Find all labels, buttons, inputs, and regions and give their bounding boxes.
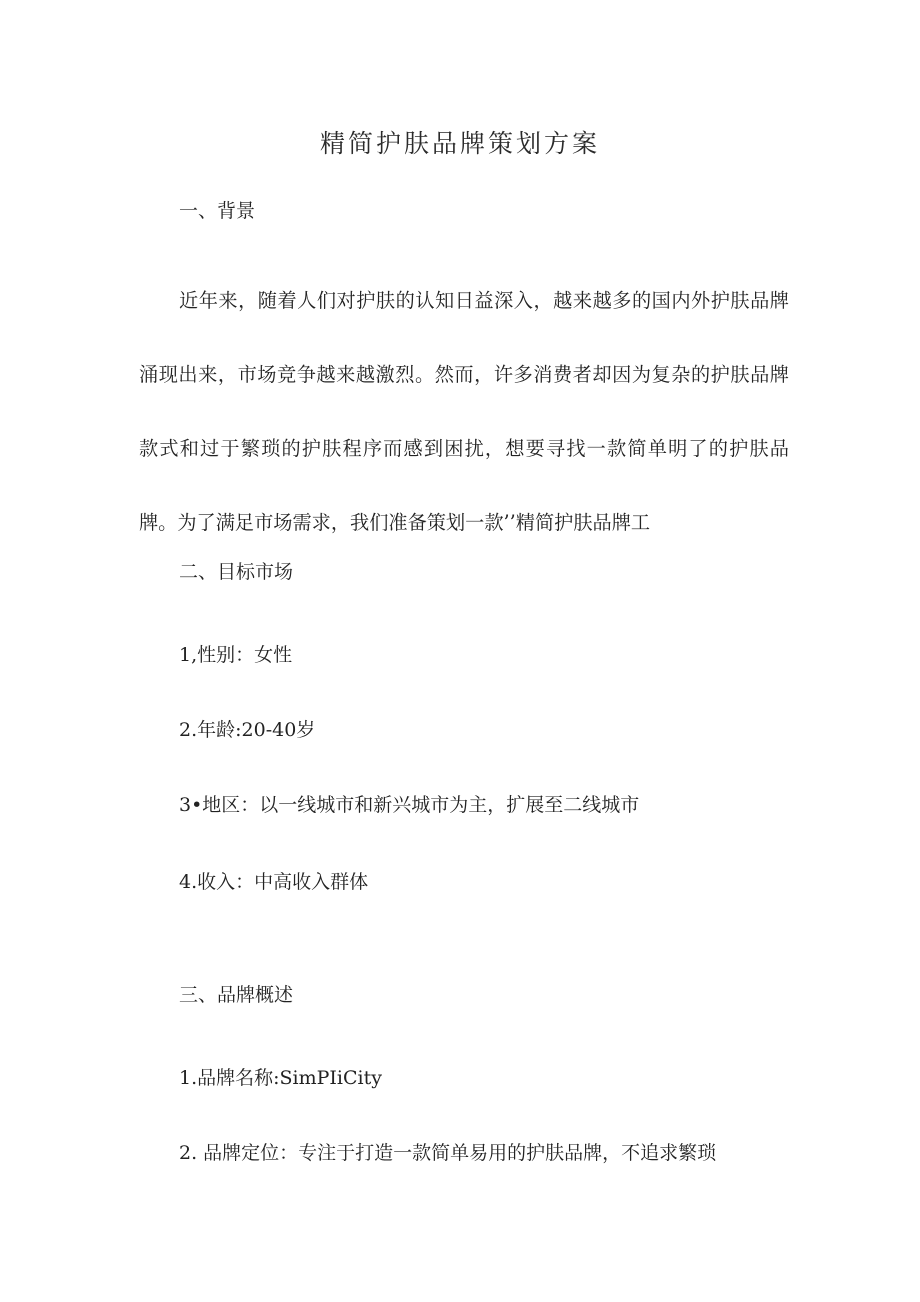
list-item: 1.品牌名称:SimPIiCity	[179, 1067, 382, 1089]
list-item: 2. 品牌定位：专注于打造一款简单易用的护肤品牌，不追求繁琐	[179, 1142, 717, 1164]
section-heading-background: 一、背景	[179, 200, 256, 222]
section-heading-brand-overview: 三、品牌概述	[179, 984, 294, 1006]
list-item: 4.收入：中高收入群体	[179, 871, 369, 893]
section-heading-target-market: 二、目标市场	[179, 561, 294, 583]
list-item: 1,性别：女性	[179, 644, 293, 666]
document-title: 精简护肤品牌策划方案	[319, 129, 600, 158]
list-item: 2.年龄:20-40岁	[179, 719, 316, 741]
list-item: 3•地区：以一线城市和新兴城市为主，扩展至二线城市	[179, 794, 640, 816]
background-paragraph: 近年来，随着人们对护肤的认知日益深入，越来越多的国内外护肤品牌涌现出来，市场竞争越来越激烈。然而，许多消费者却因为复杂的护肤品牌款式和过于繁琐的护肤程序而感到困扰，想要寻找一款简单明了的护肤品牌。为了满足市场需求，我们准备策划一款’’精简护肤品牌工	[139, 289, 789, 534]
